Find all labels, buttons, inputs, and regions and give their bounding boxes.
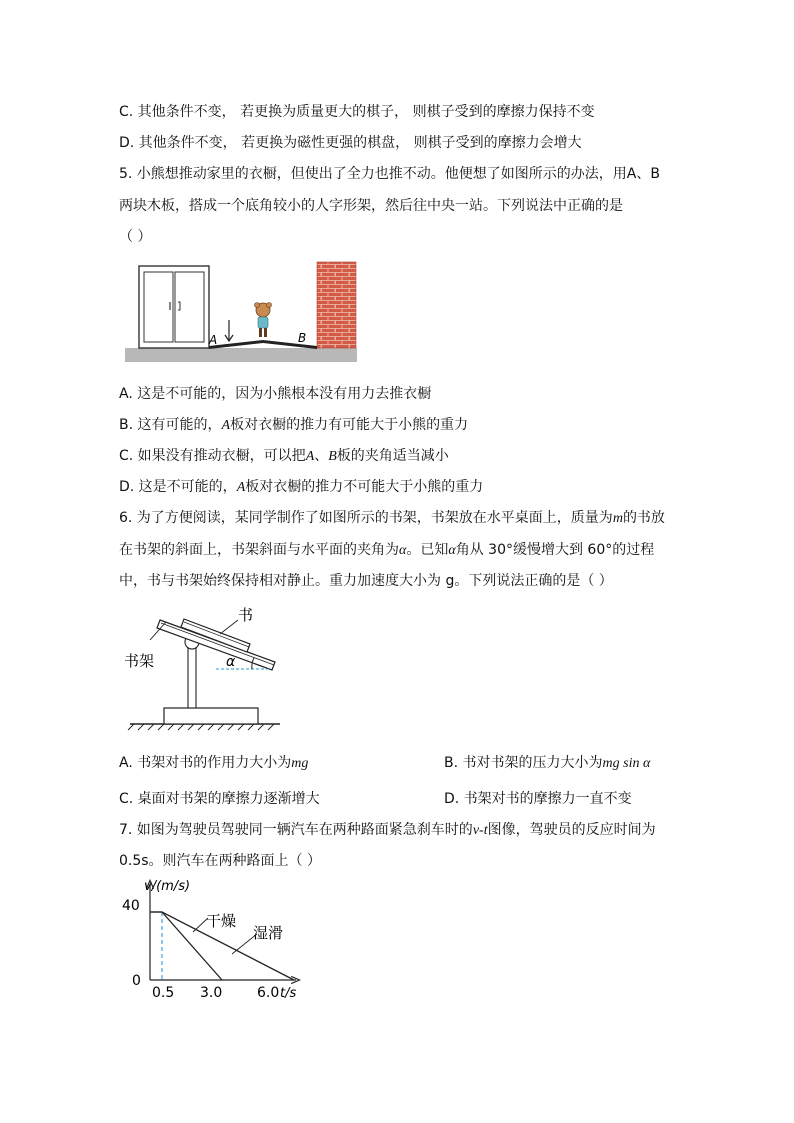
floor (125, 348, 357, 362)
y-tick-40: 40 (122, 898, 140, 914)
q5-figure (125, 260, 360, 366)
shelf-board (157, 620, 275, 670)
wardrobe (139, 266, 209, 348)
q5-option-d (119, 477, 483, 498)
board-b (263, 340, 317, 349)
bear-figure-icon (255, 303, 272, 338)
y-axis-label (144, 879, 190, 894)
q6-stem1-pre: 6. 为了方便阅读，某同学制作了如图所示的书架，书架放在水平桌面上，质量为 (119, 510, 613, 526)
q7-vt-chart (120, 872, 320, 1002)
ground-hatching (128, 724, 274, 730)
wet-label: 湿滑 (253, 924, 284, 942)
q5-option-c-mid: 、 (314, 448, 329, 464)
q7-stem1-var: v-t (472, 823, 488, 838)
y-axis-label-text: v/(m/s) (144, 879, 191, 894)
q5-answer-blank: （ ） (119, 229, 152, 245)
label-a: A (209, 333, 218, 347)
q5-option-b (119, 415, 468, 436)
q5-option-d-pre: D. 这是不可能的， (119, 479, 237, 495)
q6-option-b-var: mg sin α (602, 756, 651, 771)
q6-option-b (444, 753, 650, 774)
q6-option-d: D. 书架对书的摩擦力一直不变 (444, 791, 632, 807)
q5-stem-line2: 两块木板，搭成一个底角较小的人字形架，然后往中央一站。下列说法中正确的是 (119, 198, 623, 214)
q5-option-d-var: A (236, 480, 246, 495)
x-axis-label: t/s (280, 986, 297, 1001)
q5-option-c (119, 446, 449, 467)
q7-stem1-post: 图像，驾驶员的反应时间为 (487, 822, 656, 838)
q4-option-c: C. 其他条件不变， 若更换为质量更大的棋子， 则棋子受到的摩擦力保持不变 (119, 104, 595, 120)
q6-stem2-post: 。已知 (406, 542, 449, 558)
q4-option-d: D. 其他条件不变， 若更换为磁性更强的棋盘， 则棋子受到的摩擦力会增大 (119, 135, 582, 151)
q6-stem2b-var: α (448, 543, 456, 558)
label-book: 书 (238, 606, 254, 624)
q6-option-a (119, 753, 308, 774)
q6-option-a-pre: A. 书架对书的作用力大小为 (119, 755, 292, 771)
down-arrow-icon (225, 320, 233, 341)
q6-stem-line3: 中，书与书架始终保持相对静止。重力加速度大小为 g。下列说法正确的是（ ） (119, 573, 613, 589)
q6-stem-line1 (119, 508, 665, 529)
q5-option-b-pre: B. 这有可能的， (119, 417, 222, 433)
label-alpha: α (226, 654, 236, 670)
x-tick-0-5: 0.5 (152, 985, 175, 1001)
q5-option-c-var1: A (305, 449, 315, 464)
q5-stem-line1: 5. 小熊想推动家里的衣橱，但使出了全力也推不动。他便想了如图所示的办法，用A、B (119, 166, 660, 182)
x-tick-6-0: 6.0 (257, 985, 280, 1001)
label-shelf: 书架 (124, 652, 155, 670)
q7-stem-line1 (119, 820, 656, 841)
q5-option-a: A. 这是不可能的，因为小熊根本没有用力去推衣橱 (119, 386, 432, 402)
q5-option-b-post: 板对衣橱的推力有可能大于小熊的重力 (230, 417, 469, 433)
q7-stem1-pre: 7. 如图为驾驶员驾驶同一辆汽车在两种路面紧急刹车时的 (119, 822, 473, 838)
q6-stem2-pre: 在书架的斜面上，书架斜面与水平面的夹角为 (119, 542, 399, 558)
dry-label: 干燥 (206, 912, 237, 930)
q7-stem-line2: 0.5s。则汽车在两种路面上（ ） (119, 853, 322, 869)
q6-stem-line2 (119, 540, 654, 561)
q6-stem2-var: α (399, 543, 407, 558)
q6-figure (120, 600, 290, 732)
q5-option-c-var2: B (328, 449, 337, 464)
q6-stem2b-post: 角从 30°缓慢增大到 60°的过程 (455, 542, 655, 558)
q5-option-c-post: 板的夹角适当减小 (336, 448, 449, 464)
shelf-pole (188, 646, 196, 708)
y-tick-0: 0 (132, 973, 141, 989)
shelf-base (164, 708, 258, 724)
q5-option-c-pre: C. 如果没有推动衣橱，可以把 (119, 448, 306, 464)
q6-option-a-var: mg (291, 756, 309, 771)
q5-option-b-var: A (221, 418, 231, 433)
q5-option-d-post: 板对衣橱的推力不可能大于小熊的重力 (245, 479, 484, 495)
q6-option-b-pre: B. 书对书架的压力大小为 (444, 755, 603, 771)
q6-option-c: C. 桌面对书架的摩擦力逐渐增大 (119, 791, 320, 807)
q6-stem1-var: m (612, 511, 623, 526)
x-tick-3-0: 3.0 (200, 985, 223, 1001)
q6-stem1-post: 的书放 (622, 510, 665, 526)
label-b: B (298, 331, 307, 345)
brick-wall (317, 262, 356, 348)
